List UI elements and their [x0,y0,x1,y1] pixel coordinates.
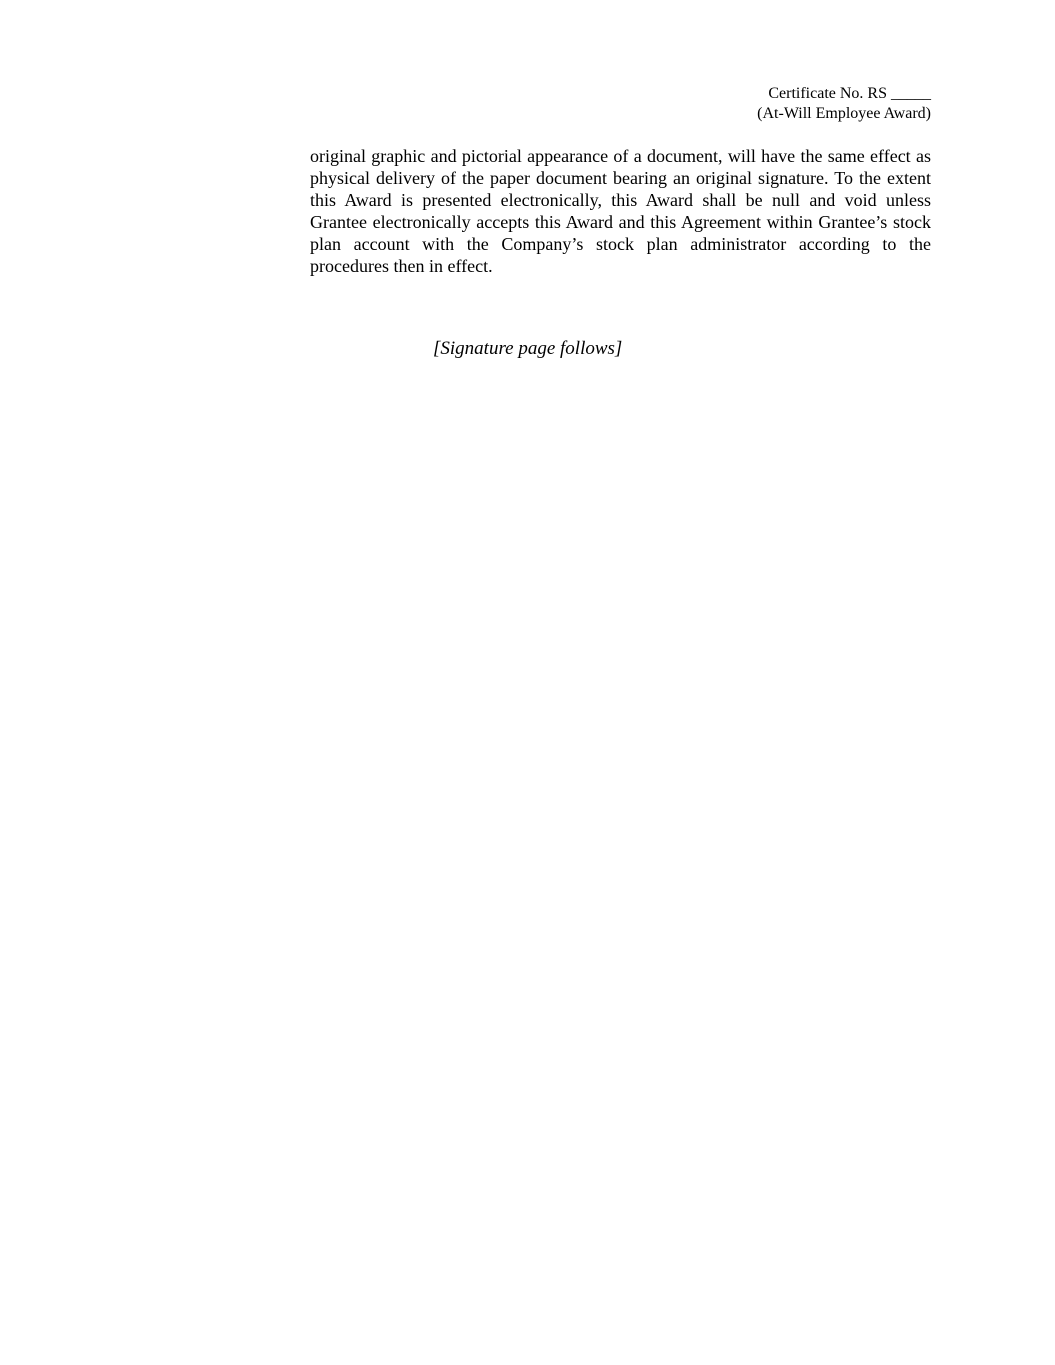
certificate-number: Certificate No. RS _____ [768,85,931,102]
body-paragraph: original graphic and pictorial appearance of a document, will have the same effect as physical delivery of the paper document bearing an original signature. To the extent this Award is presented electronically, this Award shall be null and void unless Grantee electronically accepts this Award and this Agreement within Grantee’s stock plan account with the Company’s stock plan administrator according to the procedures then in effect. [310,146,931,276]
award-type: (At-Will Employee Award) [757,105,931,122]
page-header [757,84,931,124]
signature-page-note: [Signature page follows] [433,338,623,359]
